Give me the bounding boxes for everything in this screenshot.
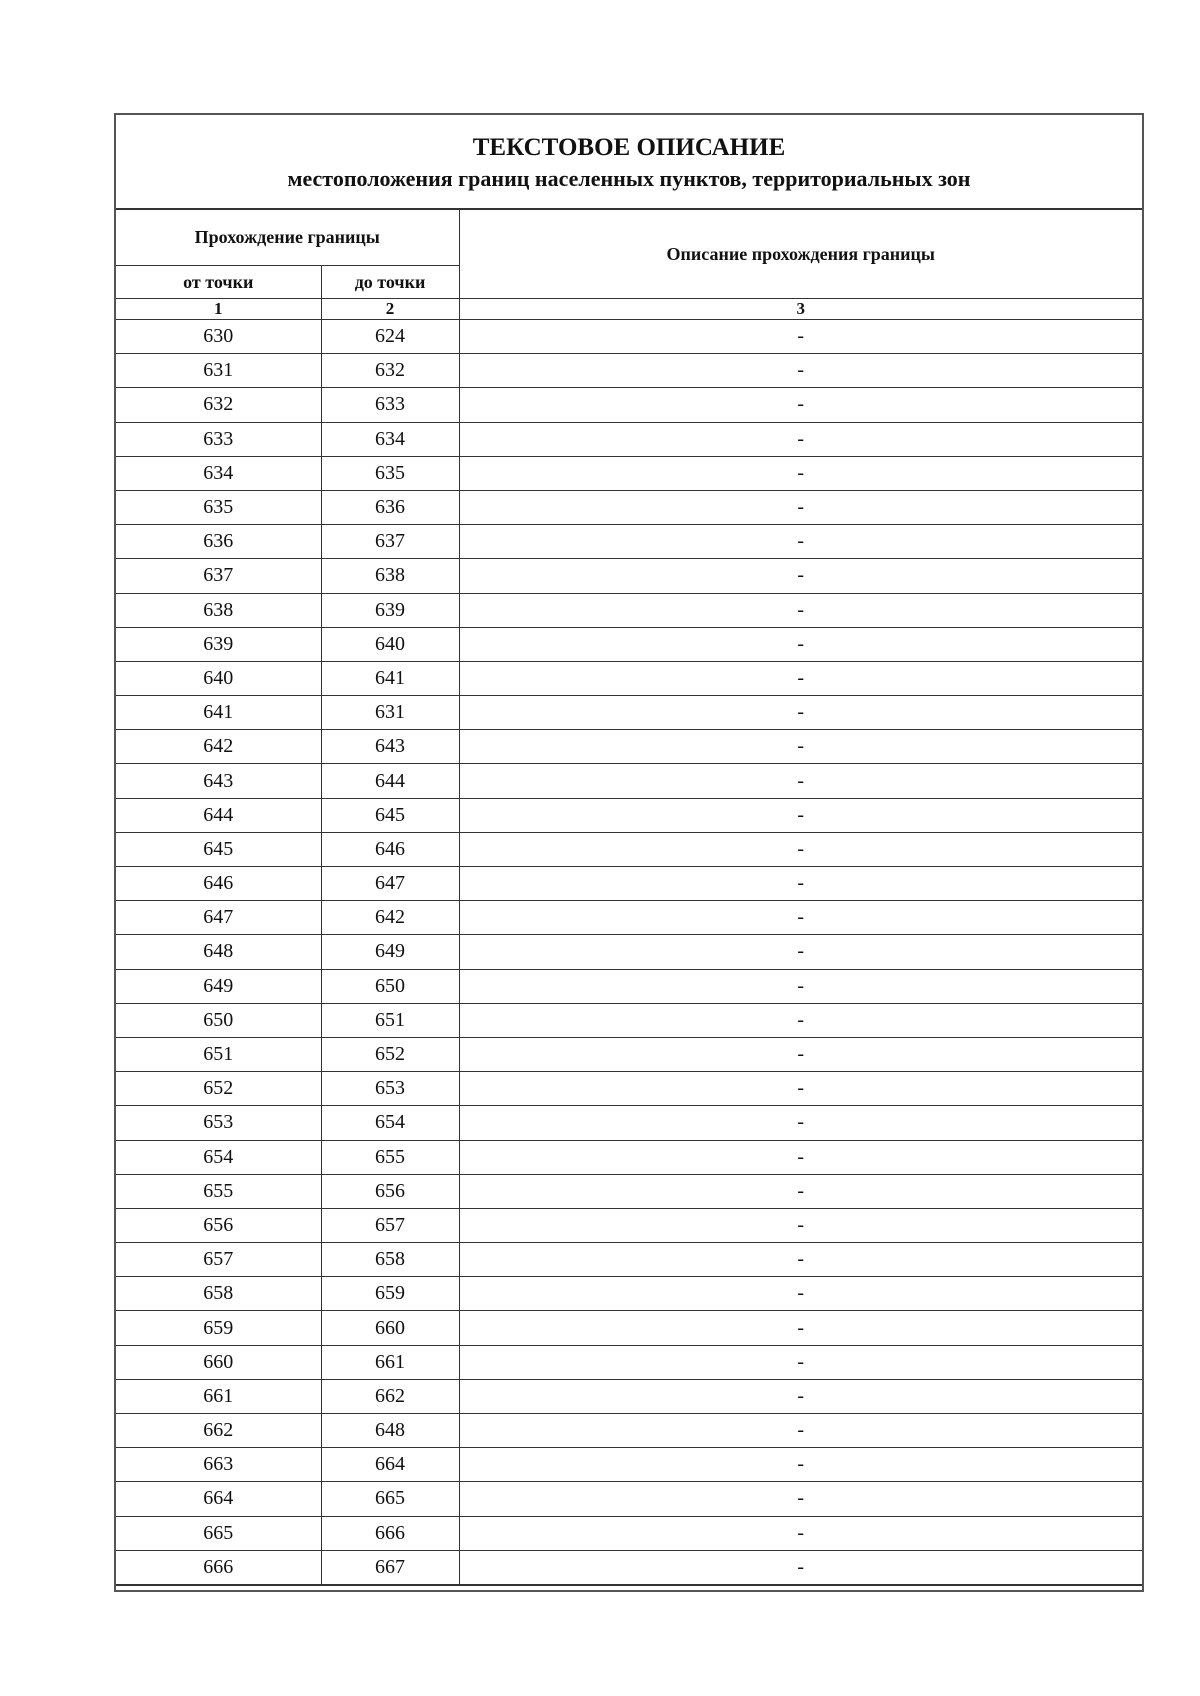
description-cell: - xyxy=(459,559,1142,593)
description-cell: - xyxy=(459,730,1142,764)
to-point-cell: 665 xyxy=(321,1482,459,1516)
description-cell: - xyxy=(459,1277,1142,1311)
table-row xyxy=(116,1482,1142,1516)
description-cell: - xyxy=(459,388,1142,422)
document-subtitle: местоположения границ населенных пунктов, территориальных зон xyxy=(287,166,971,191)
to-point-cell: 638 xyxy=(321,559,459,593)
to-point-cell: 644 xyxy=(321,764,459,798)
to-point-cell: 643 xyxy=(321,730,459,764)
to-point-cell: 641 xyxy=(321,661,459,695)
to-point-cell: 648 xyxy=(321,1414,459,1448)
table-row xyxy=(116,1106,1142,1140)
to-point-cell: 650 xyxy=(321,969,459,1003)
description-cell: - xyxy=(459,1345,1142,1379)
to-point-cell: 667 xyxy=(321,1550,459,1584)
from-point-cell: 659 xyxy=(116,1311,321,1345)
from-point-cell: 664 xyxy=(116,1482,321,1516)
description-cell: - xyxy=(459,1106,1142,1140)
table-row xyxy=(116,422,1142,456)
title-block xyxy=(116,115,1142,209)
column-number-3: 3 xyxy=(459,299,1142,320)
from-point-cell: 662 xyxy=(116,1414,321,1448)
table-row xyxy=(116,388,1142,422)
description-cell: - xyxy=(459,422,1142,456)
description-cell: - xyxy=(459,525,1142,559)
table-row xyxy=(116,320,1142,354)
description-cell: - xyxy=(459,1379,1142,1413)
description-cell: - xyxy=(459,593,1142,627)
table-row xyxy=(116,1414,1142,1448)
from-point-cell: 641 xyxy=(116,696,321,730)
from-point-cell: 654 xyxy=(116,1140,321,1174)
from-point-cell: 644 xyxy=(116,798,321,832)
to-point-cell: 657 xyxy=(321,1208,459,1242)
table-row xyxy=(116,764,1142,798)
table-row xyxy=(116,730,1142,764)
table-row xyxy=(116,1345,1142,1379)
to-point-cell: 632 xyxy=(321,354,459,388)
to-point-cell: 660 xyxy=(321,1311,459,1345)
description-cell: - xyxy=(459,1550,1142,1584)
column-number-2: 2 xyxy=(321,299,459,320)
to-point-cell: 642 xyxy=(321,901,459,935)
table-row xyxy=(116,1243,1142,1277)
from-point-cell: 649 xyxy=(116,969,321,1003)
to-point-cell: 655 xyxy=(321,1140,459,1174)
description-cell: - xyxy=(459,320,1142,354)
description-cell: - xyxy=(459,354,1142,388)
table-row xyxy=(116,1379,1142,1413)
description-cell: - xyxy=(459,935,1142,969)
table-row xyxy=(116,559,1142,593)
description-cell: - xyxy=(459,1208,1142,1242)
to-point-cell: 664 xyxy=(321,1448,459,1482)
from-point-cell: 639 xyxy=(116,627,321,661)
table-row xyxy=(116,1550,1142,1584)
from-point-cell: 653 xyxy=(116,1106,321,1140)
description-cell: - xyxy=(459,696,1142,730)
description-cell: - xyxy=(459,1037,1142,1071)
from-point-cell: 636 xyxy=(116,525,321,559)
table-row xyxy=(116,832,1142,866)
to-point-cell: 661 xyxy=(321,1345,459,1379)
from-point-cell: 635 xyxy=(116,490,321,524)
from-point-cell: 638 xyxy=(116,593,321,627)
from-point-header: от точки xyxy=(116,266,321,299)
description-cell: - xyxy=(459,456,1142,490)
table-row xyxy=(116,1448,1142,1482)
from-point-cell: 640 xyxy=(116,661,321,695)
from-point-cell: 646 xyxy=(116,867,321,901)
description-cell: - xyxy=(459,490,1142,524)
to-point-cell: 649 xyxy=(321,935,459,969)
from-point-cell: 632 xyxy=(116,388,321,422)
description-cell: - xyxy=(459,901,1142,935)
table-row xyxy=(116,1037,1142,1071)
from-point-cell: 645 xyxy=(116,832,321,866)
description-cell: - xyxy=(459,1311,1142,1345)
from-point-cell: 663 xyxy=(116,1448,321,1482)
to-point-header: до точки xyxy=(321,266,459,299)
to-point-cell: 635 xyxy=(321,456,459,490)
description-cell: - xyxy=(459,1414,1142,1448)
from-point-cell: 650 xyxy=(116,1003,321,1037)
from-point-cell: 633 xyxy=(116,422,321,456)
description-cell: - xyxy=(459,1482,1142,1516)
from-point-cell: 657 xyxy=(116,1243,321,1277)
description-cell: - xyxy=(459,1072,1142,1106)
description-cell: - xyxy=(459,867,1142,901)
description-cell: - xyxy=(459,764,1142,798)
table-row xyxy=(116,1072,1142,1106)
from-point-cell: 652 xyxy=(116,1072,321,1106)
description-cell: - xyxy=(459,627,1142,661)
to-point-cell: 659 xyxy=(321,1277,459,1311)
table-row xyxy=(116,1003,1142,1037)
to-point-cell: 647 xyxy=(321,867,459,901)
table-row xyxy=(116,490,1142,524)
to-point-cell: 645 xyxy=(321,798,459,832)
table-row xyxy=(116,969,1142,1003)
from-point-cell: 660 xyxy=(116,1345,321,1379)
table-bottom-edge xyxy=(116,1585,1142,1590)
to-point-cell: 651 xyxy=(321,1003,459,1037)
from-point-cell: 661 xyxy=(116,1379,321,1413)
description-header-cell: Описание прохождения границы xyxy=(459,210,1142,299)
table-row xyxy=(116,456,1142,490)
header-row-group xyxy=(116,210,1142,266)
table-row xyxy=(116,1208,1142,1242)
table-row xyxy=(116,661,1142,695)
table-row xyxy=(116,1174,1142,1208)
from-point-cell: 666 xyxy=(116,1550,321,1584)
boundary-table xyxy=(116,209,1142,1585)
from-point-cell: 656 xyxy=(116,1208,321,1242)
description-cell: - xyxy=(459,1003,1142,1037)
to-point-cell: 656 xyxy=(321,1174,459,1208)
to-point-cell: 646 xyxy=(321,832,459,866)
table-row xyxy=(116,935,1142,969)
from-point-cell: 634 xyxy=(116,456,321,490)
description-cell: - xyxy=(459,832,1142,866)
from-point-cell: 642 xyxy=(116,730,321,764)
from-point-cell: 643 xyxy=(116,764,321,798)
table-row xyxy=(116,1277,1142,1311)
description-cell: - xyxy=(459,661,1142,695)
to-point-cell: 634 xyxy=(321,422,459,456)
to-point-cell: 636 xyxy=(321,490,459,524)
to-point-cell: 637 xyxy=(321,525,459,559)
from-point-cell: 655 xyxy=(116,1174,321,1208)
table-row xyxy=(116,696,1142,730)
table-row xyxy=(116,798,1142,832)
from-point-cell: 630 xyxy=(116,320,321,354)
to-point-cell: 631 xyxy=(321,696,459,730)
to-point-cell: 662 xyxy=(321,1379,459,1413)
table-row xyxy=(116,867,1142,901)
to-point-cell: 653 xyxy=(321,1072,459,1106)
to-point-cell: 658 xyxy=(321,1243,459,1277)
column-number-row xyxy=(116,299,1142,320)
from-point-cell: 637 xyxy=(116,559,321,593)
from-point-cell: 658 xyxy=(116,1277,321,1311)
table-row xyxy=(116,627,1142,661)
table-row xyxy=(116,525,1142,559)
to-point-cell: 624 xyxy=(321,320,459,354)
to-point-cell: 633 xyxy=(321,388,459,422)
from-point-cell: 665 xyxy=(116,1516,321,1550)
to-point-cell: 666 xyxy=(321,1516,459,1550)
from-point-cell: 647 xyxy=(116,901,321,935)
table-row xyxy=(116,1311,1142,1345)
table-row xyxy=(116,901,1142,935)
description-cell: - xyxy=(459,1448,1142,1482)
document-title: ТЕКСТОВОЕ ОПИСАНИЕ xyxy=(472,134,786,161)
from-point-cell: 631 xyxy=(116,354,321,388)
table-row xyxy=(116,593,1142,627)
boundary-description-sheet xyxy=(114,113,1144,1592)
to-point-cell: 639 xyxy=(321,593,459,627)
to-point-cell: 654 xyxy=(321,1106,459,1140)
description-cell: - xyxy=(459,798,1142,832)
description-cell: - xyxy=(459,1243,1142,1277)
table-row xyxy=(116,1140,1142,1174)
to-point-cell: 652 xyxy=(321,1037,459,1071)
from-point-cell: 648 xyxy=(116,935,321,969)
group-header-cell: Прохождение границы xyxy=(116,210,459,266)
column-number-1: 1 xyxy=(116,299,321,320)
description-cell: - xyxy=(459,1516,1142,1550)
table-row xyxy=(116,354,1142,388)
description-cell: - xyxy=(459,1174,1142,1208)
to-point-cell: 640 xyxy=(321,627,459,661)
table-row xyxy=(116,1516,1142,1550)
description-cell: - xyxy=(459,969,1142,1003)
from-point-cell: 651 xyxy=(116,1037,321,1071)
description-cell: - xyxy=(459,1140,1142,1174)
